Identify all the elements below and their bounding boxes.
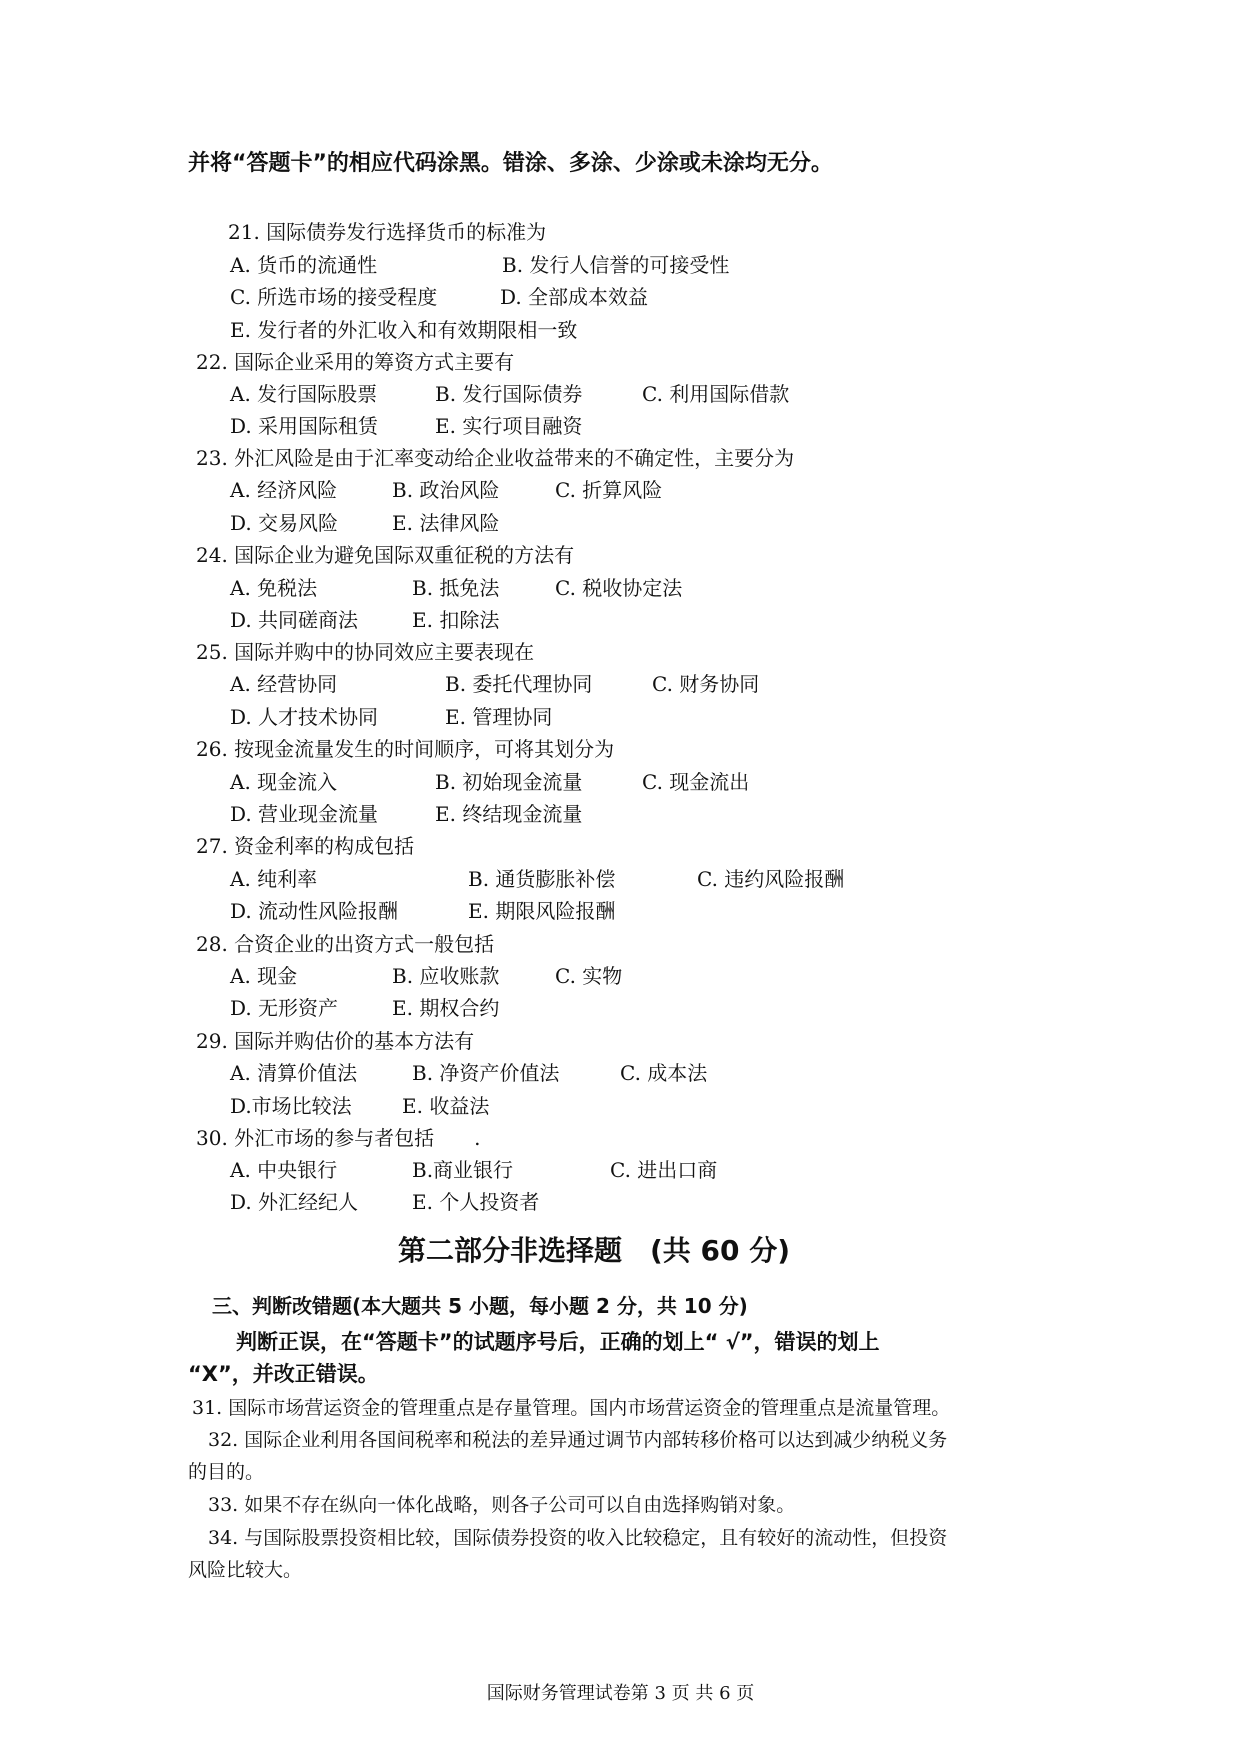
question-21-option-a: A. 货币的流通性 xyxy=(230,253,378,277)
question-34-line1: 34. 与国际股票投资相比较，国际债券投资的收入比较稳定，且有较好的流动性，但投资 xyxy=(208,1527,948,1549)
question-25-stem: 25. 国际并购中的协同效应主要表现在 xyxy=(196,640,535,664)
question-34-line2: 风险比较大。 xyxy=(188,1559,303,1581)
question-23-option-c: C. 折算风险 xyxy=(555,478,663,502)
question-29-option-c: C. 成本法 xyxy=(620,1061,708,1085)
question-24-option-e: E. 扣除法 xyxy=(412,608,500,632)
intro-instruction: 并将“答题卡”的相应代码涂黑。错涂、多涂、少涂或未涂均无分。 xyxy=(188,151,833,176)
question-29-option-d: D.市场比较法 xyxy=(230,1094,352,1118)
question-28-option-d: D. 无形资产 xyxy=(230,996,339,1020)
question-22-option-e: E. 实行项目融资 xyxy=(435,414,583,438)
question-30-option-e: E. 个人投资者 xyxy=(412,1190,540,1214)
question-22-option-c: C. 利用国际借款 xyxy=(642,382,790,406)
question-25-option-c: C. 财务协同 xyxy=(652,672,760,696)
question-21-option-c: C. 所选市场的接受程度 xyxy=(230,285,438,309)
section3-instruction-line2: “X”，并改正错误。 xyxy=(188,1362,379,1386)
question-22-option-b: B. 发行国际债券 xyxy=(435,382,583,406)
question-33: 33. 如果不存在纵向一体化战略，则各子公司可以自由选择购销对象。 xyxy=(208,1494,796,1516)
question-21-option-e: E. 发行者的外汇收入和有效期限相一致 xyxy=(230,318,578,342)
question-23-option-e: E. 法律风险 xyxy=(392,511,500,535)
question-21-stem: 21. 国际债券发行选择货币的标准为 xyxy=(228,220,547,244)
question-29-option-b: B. 净资产价值法 xyxy=(412,1061,560,1085)
question-24-stem: 24. 国际企业为避免国际双重征税的方法有 xyxy=(196,543,575,567)
question-22-option-d: D. 采用国际租赁 xyxy=(230,414,379,438)
question-27-option-d: D. 流动性风险报酬 xyxy=(230,899,399,923)
question-28-stem: 28. 合资企业的出资方式一般包括 xyxy=(196,932,495,956)
question-26-option-d: D. 营业现金流量 xyxy=(230,802,379,826)
question-21-option-d: D. 全部成本效益 xyxy=(500,285,649,309)
page-footer: 国际财务管理试卷第 3 页 共 6 页 xyxy=(486,1683,755,1704)
question-28-option-e: E. 期权合约 xyxy=(392,996,500,1020)
question-26-option-c: C. 现金流出 xyxy=(642,770,750,794)
question-31: 31. 国际市场营运资金的管理重点是存量管理。国内市场营运资金的管理重点是流量管理。 xyxy=(192,1397,951,1419)
question-26-stem: 26. 按现金流量发生的时间顺序，可将其划分为 xyxy=(196,737,615,761)
question-23-option-a: A. 经济风险 xyxy=(230,478,338,502)
question-30-option-d: D. 外汇经纪人 xyxy=(230,1190,359,1214)
question-25-option-b: B. 委托代理协同 xyxy=(445,672,593,696)
question-22-option-a: A. 发行国际股票 xyxy=(230,382,378,406)
question-23-option-d: D. 交易风险 xyxy=(230,511,339,535)
question-32-line2: 的目的。 xyxy=(188,1461,265,1483)
question-25-option-e: E. 管理协同 xyxy=(445,705,553,729)
question-32-line1: 32. 国际企业利用各国间税率和税法的差异通过调节内部转移价格可以达到减少纳税义务 xyxy=(208,1429,948,1451)
question-30-option-b: B.商业银行 xyxy=(412,1158,514,1182)
question-24-option-d: D. 共同磋商法 xyxy=(230,608,359,632)
question-27-option-e: E. 期限风险报酬 xyxy=(468,899,616,923)
question-23-option-b: B. 政治风险 xyxy=(392,478,500,502)
question-28-option-c: C. 实物 xyxy=(555,964,623,988)
question-22-stem: 22. 国际企业采用的筹资方式主要有 xyxy=(196,350,515,374)
section3-heading: 三、判断改错题(本大题共 5 小题，每小题 2 分，共 10 分) xyxy=(212,1294,748,1318)
question-24-option-c: C. 税收协定法 xyxy=(555,576,683,600)
question-29-option-e: E. 收益法 xyxy=(402,1094,490,1118)
part2-title: 第二部分非选择题 (共 60 分) xyxy=(398,1234,791,1267)
question-29-stem: 29. 国际并购估价的基本方法有 xyxy=(196,1029,475,1053)
question-29-option-a: A. 清算价值法 xyxy=(230,1061,358,1085)
question-21-option-b: B. 发行人信誉的可接受性 xyxy=(502,253,730,277)
question-26-option-e: E. 终结现金流量 xyxy=(435,802,583,826)
question-27-option-b: B. 通货膨胀补偿 xyxy=(468,867,616,891)
question-24-option-b: B. 抵免法 xyxy=(412,576,500,600)
question-26-option-b: B. 初始现金流量 xyxy=(435,770,583,794)
question-27-stem: 27. 资金利率的构成包括 xyxy=(196,834,415,858)
question-30-option-a: A. 中央银行 xyxy=(230,1158,338,1182)
question-28-option-b: B. 应收账款 xyxy=(392,964,500,988)
question-27-option-a: A. 纯利率 xyxy=(230,867,318,891)
question-24-option-a: A. 免税法 xyxy=(230,576,318,600)
question-27-option-c: C. 违约风险报酬 xyxy=(697,867,845,891)
section3-instruction-line1: 判断正误，在“答题卡”的试题序号后，正确的划上“ √”，错误的划上 xyxy=(236,1330,880,1354)
question-28-option-a: A. 现金 xyxy=(230,964,298,988)
question-23-stem: 23. 外汇风险是由于汇率变动给企业收益带来的不确定性，主要分为 xyxy=(196,446,795,470)
question-30-option-c: C. 进出口商 xyxy=(610,1158,718,1182)
question-25-option-d: D. 人才技术协同 xyxy=(230,705,379,729)
question-26-option-a: A. 现金流入 xyxy=(230,770,338,794)
question-30-stem: 30. 外汇市场的参与者包括 . xyxy=(196,1126,481,1150)
question-25-option-a: A. 经营协同 xyxy=(230,672,338,696)
